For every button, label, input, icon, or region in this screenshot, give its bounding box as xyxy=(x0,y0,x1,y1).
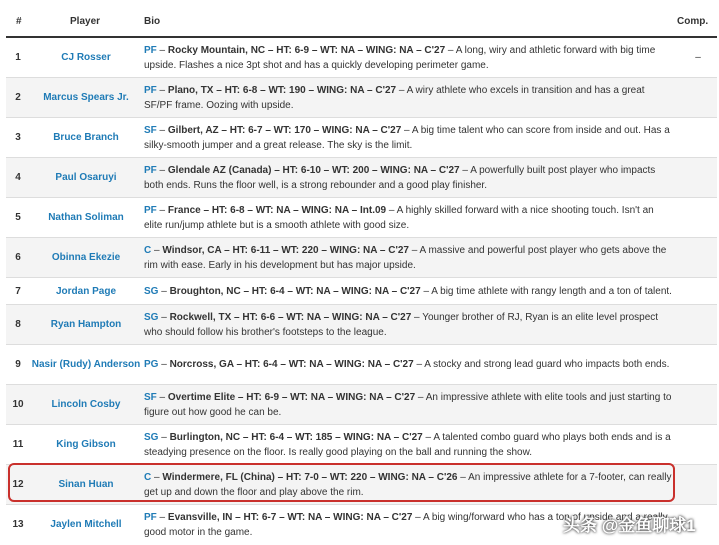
table-row xyxy=(6,238,717,278)
comp-value: – xyxy=(695,52,701,63)
player-link[interactable]: Marcus Spears Jr. xyxy=(43,92,129,103)
position-link[interactable]: PF xyxy=(144,45,157,56)
comp-value xyxy=(688,305,708,344)
player-meta: France – HT: 6-8 – WT: NA – WING: NA – Int.09 xyxy=(167,205,387,216)
table-row xyxy=(6,118,717,158)
player-description: A stocky and strong lead guard who impacts both ends. xyxy=(424,359,670,370)
comp-value xyxy=(688,465,708,504)
comp-value xyxy=(688,238,708,277)
player-meta: Glendale AZ (Canada) – HT: 6-10 – WT: 200 – WING: NA – C'27 xyxy=(167,165,460,176)
table-row xyxy=(6,38,717,78)
player-bio: PF – Rocky Mountain, NC – HT: 6-9 – WT: NA – WING: NA – C'27 – A long, wiry and athletic forward with big time upside. Flashes a nice 3pt shot and has a quickly developing perimeter game. xyxy=(144,45,656,71)
player-link[interactable]: Sinan Huan xyxy=(58,479,114,490)
comp-value xyxy=(688,198,708,237)
player-bio: PG – Norcross, GA – HT: 6-4 – WT: NA – WING: NA – C'27 – A stocky and strong lead guard who impacts both ends. xyxy=(144,359,670,370)
row-number: 11 xyxy=(12,439,24,450)
player-bio: SF – Gilbert, AZ – HT: 6-7 – WT: 170 – WING: NA – C'27 – A big time talent who can score from inside and out. Has a silky-smooth jumper and a great release. The sky is the limit. xyxy=(144,125,670,151)
player-description: A big wing/forward who has a ton of upside and a really good motor in the game. xyxy=(144,512,668,538)
position-link[interactable]: PF xyxy=(144,512,157,523)
player-meta: Norcross, GA – HT: 6-4 – WT: NA – WING: NA – C'27 xyxy=(169,359,414,370)
player-description: An impressive athlete with elite tools and just starting to figure out how good he can be. xyxy=(144,392,672,418)
player-link[interactable]: Ryan Hampton xyxy=(50,319,122,330)
header-bio: Bio xyxy=(144,16,161,27)
player-link[interactable]: Paul Osaruyi xyxy=(55,172,117,183)
player-link[interactable]: Jordan Page xyxy=(55,285,117,297)
player-meta: Burlington, NC – HT: 6-4 – WT: 185 – WING: NA – C'27 xyxy=(169,432,423,443)
row-number: 7 xyxy=(15,285,21,297)
player-link[interactable]: Lincoln Cosby xyxy=(51,399,121,410)
position-link[interactable]: SG xyxy=(144,432,159,443)
player-meta: Rocky Mountain, NC – HT: 6-9 – WT: NA – WING: NA – C'27 xyxy=(167,45,446,56)
table-row xyxy=(6,305,717,345)
player-description: A massive and powerful post player who gets above the rim with ease. Early in his development but has major upside. xyxy=(144,245,667,271)
player-meta: Plano, TX – HT: 6-8 – WT: 190 – WING: NA – C'27 xyxy=(167,85,397,96)
table-row xyxy=(6,78,717,118)
highlight-box xyxy=(8,463,675,502)
table-row xyxy=(6,425,717,465)
row-number: 8 xyxy=(15,319,21,330)
player-link[interactable]: Bruce Branch xyxy=(53,132,119,143)
player-description: Younger brother of RJ, Ryan is an elite level prospect who should follow his brother's footsteps to the league. xyxy=(144,312,659,338)
player-bio: SF – Overtime Elite – HT: 6-9 – WT: NA – WING: NA – C'27 – An impressive athlete with elite tools and just starting to figure out how good he can be. xyxy=(144,392,672,418)
table-row xyxy=(6,345,717,385)
player-meta: Windsor, CA – HT: 6-11 – WT: 220 – WING: NA – C'27 xyxy=(162,245,409,256)
position-link[interactable]: C xyxy=(144,245,152,256)
player-bio: PF – Evansville, IN – HT: 6-7 – WT: NA – WING: NA – C'27 – A big wing/forward who has a ton of upside and a really good motor in the game. xyxy=(144,512,668,538)
comp-value xyxy=(688,425,708,464)
player-link[interactable]: Nasir (Rudy) Anderson xyxy=(31,359,141,370)
position-link[interactable]: PF xyxy=(144,85,157,96)
position-link[interactable]: PF xyxy=(144,165,157,176)
row-number: 10 xyxy=(12,399,24,410)
table-row xyxy=(6,385,717,425)
row-number: 12 xyxy=(12,479,24,490)
player-bio: PF – Plano, TX – HT: 6-8 – WT: 190 – WING: NA – C'27 – A wiry athlete who excels in transition and has a great SF/PF frame. Oozing with upside. xyxy=(144,85,645,111)
row-number: 3 xyxy=(15,132,21,143)
table-row xyxy=(6,158,717,198)
comp-value xyxy=(688,278,708,304)
player-description: A wiry athlete who excels in transition and has a great SF/PF frame. Oozing with upside. xyxy=(144,85,645,111)
row-number: 4 xyxy=(15,172,21,183)
player-link[interactable]: King Gibson xyxy=(56,439,116,450)
player-bio: C – Windsor, CA – HT: 6-11 – WT: 220 – WING: NA – C'27 – A massive and powerful post player who gets above the rim with ease. Early in his development but has major upside. xyxy=(144,245,667,271)
player-bio: C – Windermere, FL (China) – HT: 7-0 – WT: 220 – WING: NA – C'26 – An impressive athlete for a 7-footer, can really get up and down the floor and play above the rim. xyxy=(144,472,672,498)
player-description: An impressive athlete for a 7-footer, can really get up and down the floor and play above the rim. xyxy=(144,472,672,498)
player-link[interactable]: Nathan Soliman xyxy=(48,212,124,223)
comp-value xyxy=(688,385,708,424)
row-number: 9 xyxy=(15,359,21,370)
row-number: 5 xyxy=(15,212,21,223)
position-link[interactable]: PG xyxy=(144,359,159,370)
player-link[interactable]: CJ Rosser xyxy=(61,52,111,63)
row-number: 2 xyxy=(15,92,21,103)
player-link[interactable]: Obinna Ekezie xyxy=(51,252,121,263)
header-number: # xyxy=(16,16,22,27)
position-link[interactable]: SG xyxy=(144,312,159,323)
position-link[interactable]: PF xyxy=(144,205,157,216)
position-link[interactable]: SF xyxy=(144,392,157,403)
player-description: A big time talent who can score from inside and out. Has a silky-smooth jumper and a great release. The sky is the limit. xyxy=(144,125,670,151)
table-row xyxy=(6,198,717,238)
player-description: A long, wiry and athletic forward with big time upside. Flashes a nice 3pt shot and has a quickly developing perimeter game. xyxy=(144,45,656,71)
watermark: 头条 @金鱼聊球1 xyxy=(563,516,696,535)
player-meta: Gilbert, AZ – HT: 6-7 – WT: 170 – WING: NA – C'27 xyxy=(167,125,402,136)
table-row xyxy=(6,278,717,305)
position-link[interactable]: SF xyxy=(144,125,157,136)
player-bio: SG – Broughton, NC – HT: 6-4 – WT: NA – WING: NA – C'27 – A big time athlete with rangy length and a ton of talent. xyxy=(144,286,672,297)
player-meta: Windermere, FL (China) – HT: 7-0 – WT: 220 – WING: NA – C'26 xyxy=(162,472,458,483)
player-description: A talented combo guard who plays both ends and is a steadying presence on the floor. Is really good playing on the ball and running the show. xyxy=(144,432,671,458)
row-number: 13 xyxy=(12,519,24,530)
player-bio: SG – Rockwell, TX – HT: 6-6 – WT: NA – WING: NA – C'27 – Younger brother of RJ, Ryan is an elite level prospect who should follow his brother's footsteps to the league. xyxy=(144,312,659,338)
row-number: 6 xyxy=(15,252,21,263)
position-link[interactable]: C xyxy=(144,472,152,483)
player-bio: SG – Burlington, NC – HT: 6-4 – WT: 185 – WING: NA – C'27 – A talented combo guard who plays both ends and is a steadying presence on the floor. Is really good playing on the ball and running the show. xyxy=(144,432,671,458)
player-link[interactable]: Jaylen Mitchell xyxy=(50,519,122,530)
player-meta: Evansville, IN – HT: 6-7 – WT: NA – WING: NA – C'27 xyxy=(167,512,413,523)
header-player: Player xyxy=(70,16,101,27)
comp-value xyxy=(688,78,708,117)
player-bio: PF – Glendale AZ (Canada) – HT: 6-10 – WT: 200 – WING: NA – C'27 – A powerfully built post player who impacts both ends. Runs the floor well, is a strong rebounder and a good play finisher. xyxy=(144,165,656,191)
comp-value xyxy=(688,118,708,157)
player-description: A big time athlete with rangy length and a ton of talent. xyxy=(431,286,672,297)
player-meta: Overtime Elite – HT: 6-9 – WT: NA – WING: NA – C'27 xyxy=(167,392,416,403)
player-description: A powerfully built post player who impacts both ends. Runs the floor well, is a strong rebounder and a good play finisher. xyxy=(144,165,656,191)
header-comp: Comp. xyxy=(677,16,709,27)
table-header xyxy=(6,10,717,38)
player-meta: Broughton, NC – HT: 6-4 – WT: NA – WING: NA – C'27 xyxy=(169,286,421,297)
player-bio: PF – France – HT: 6-8 – WT: NA – WING: NA – Int.09 – A highly skilled forward with a nice shooting touch. Isn't an elite run/jump athlete but is a smooth athlete with good size. xyxy=(144,205,654,231)
comp-value xyxy=(688,158,708,197)
comp-value xyxy=(688,345,708,384)
row-number: 1 xyxy=(15,52,21,63)
player-meta: Rockwell, TX – HT: 6-6 – WT: NA – WING: NA – C'27 xyxy=(169,312,412,323)
player-description: A highly skilled forward with a nice shooting touch. Isn't an elite run/jump athlete but is a smooth athlete with good size. xyxy=(144,205,654,231)
position-link[interactable]: SG xyxy=(144,286,159,297)
